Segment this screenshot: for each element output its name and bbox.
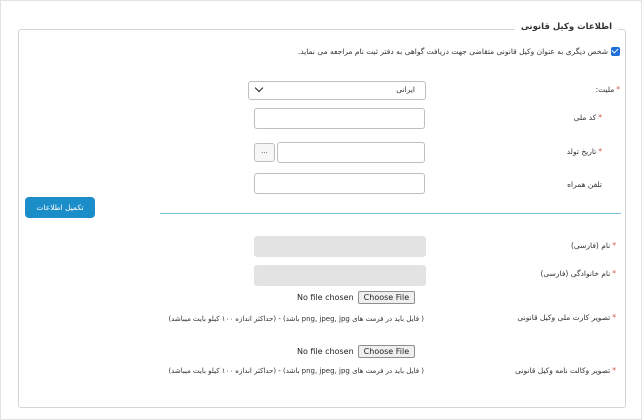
id-card-file-hint: ( فایل باید در فرمت های png, jpeg, jpg باشد) - (حداکثر اندازه ۱۰۰ کیلو بایت میباشد): [168, 315, 424, 323]
power-of-attorney-file-input[interactable]: [297, 345, 415, 358]
national-code-label: *کد ملی: [573, 113, 602, 122]
id-card-file-status: No file chosen: [297, 293, 354, 302]
representative-checkbox[interactable]: [611, 47, 620, 56]
id-card-file-input[interactable]: [297, 291, 415, 304]
nationality-label: *ملیت:: [595, 85, 620, 94]
last-name-input[interactable]: [254, 265, 426, 286]
birth-date-input[interactable]: [277, 142, 425, 163]
birth-date-label: *تاریخ تولد: [566, 147, 602, 156]
representative-checkbox-label: شخص دیگری به عنوان وکیل قانونی متقاضی جهت دریافت گواهی به دفتر ثبت نام مراجعه می نماید.: [297, 47, 608, 56]
power-of-attorney-label: *تصویر وکالت نامه وکیل قانونی: [515, 366, 616, 375]
representative-checkbox-row[interactable]: [298, 47, 620, 56]
id-card-choose-file-button[interactable]: Choose File: [358, 291, 415, 304]
chevron-down-icon: [255, 84, 263, 92]
nationality-value: ایرانی: [396, 85, 415, 94]
last-name-label: *نام خانوادگی (فارسی): [540, 269, 616, 278]
complete-info-button[interactable]: تکمیل اطلاعات: [25, 197, 95, 218]
nationality-select[interactable]: [248, 81, 426, 100]
date-picker-button[interactable]: ...: [254, 143, 275, 162]
power-of-attorney-choose-file-button[interactable]: Choose File: [358, 345, 415, 358]
power-of-attorney-file-hint: ( فایل باید در فرمت های png, jpeg, jpg باشد) - (حداکثر اندازه ۱۰۰ کیلو بایت میباشد): [168, 367, 424, 375]
first-name-input[interactable]: [254, 236, 426, 257]
mobile-label: تلفن همراه: [567, 180, 602, 189]
power-of-attorney-file-status: No file chosen: [297, 347, 354, 356]
mobile-input[interactable]: [254, 173, 425, 194]
first-name-label: *نام (فارسی): [570, 241, 616, 250]
id-card-label: *تصویر کارت ملی وکیل قانونی: [517, 313, 616, 322]
section-title: اطلاعات وکیل قانونی: [515, 22, 618, 32]
section-divider: [160, 213, 621, 214]
national-code-input[interactable]: [254, 108, 425, 129]
